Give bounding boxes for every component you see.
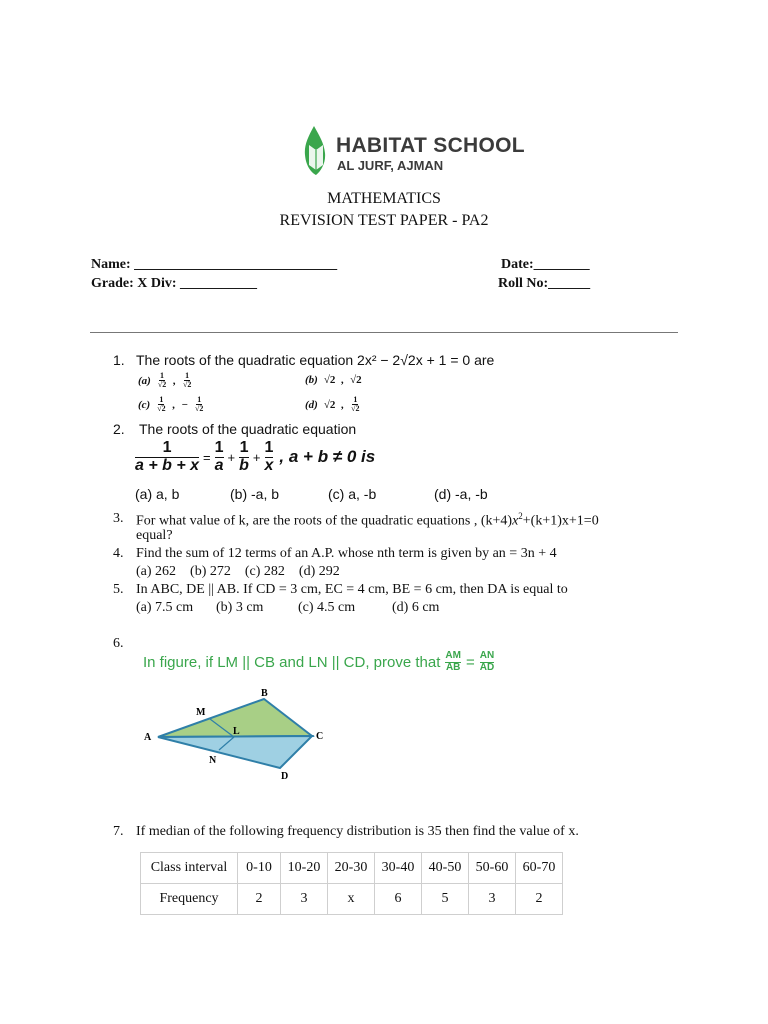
q2-option-a: (a) a, b (135, 486, 180, 502)
table-cell: 3 (281, 884, 328, 915)
table-cell: 20-30 (328, 853, 375, 884)
grade-field: Grade: X Div: ___________ (91, 276, 258, 291)
q1-option-a: (a) $\frac{1}{√2}$ , $\frac{1}{√2}$ (138, 371, 192, 389)
triangle-acd (158, 736, 312, 768)
q1-option-b: (b) √2 , √2 (305, 374, 362, 386)
question-1-text: The roots of the quadratic equation 2x² − 2√2x + 1 = 0 are (136, 352, 495, 368)
label-a: A (144, 732, 152, 743)
q2-option-b: (b) -a, b (230, 486, 280, 502)
question-number: 7. (113, 824, 124, 839)
q5-option-c: (c) 4.5 cm (298, 600, 356, 615)
q2-option-c: (c) a, -b (328, 486, 377, 502)
question-2-text: The roots of the quadratic equation (139, 421, 357, 437)
table-row (141, 884, 563, 915)
question-4-text: Find the sum of 12 terms of an A.P. whose nth term is given by an = 3n + 4 (136, 546, 557, 561)
q1-option-c: (c) $\frac{1}{√2}$ , − $\frac{1}{√2}$ (138, 395, 204, 413)
question-number: 1. (113, 352, 125, 368)
table-cell: 2 (238, 884, 281, 915)
label-c: C (316, 731, 324, 742)
q5-option-a: (a) 7.5 cm (136, 600, 194, 615)
question-number: 2. (113, 421, 125, 437)
frequency-table (140, 852, 563, 915)
question-7-text: If median of the following frequency distribution is 35 then find the value of x. (136, 824, 579, 839)
label-b: B (261, 688, 268, 699)
table-cell: 2 (516, 884, 563, 915)
table-cell: 60-70 (516, 853, 563, 884)
table-cell: 10-20 (281, 853, 328, 884)
label-l: L (233, 726, 240, 737)
table-cell: Class interval (141, 853, 238, 884)
school-location: AL JURF, AJMAN (337, 158, 444, 173)
table-cell: Frequency (141, 884, 238, 915)
header-divider (90, 332, 678, 333)
table-cell: 40-50 (422, 853, 469, 884)
q1-option-d: (d) √2 , $\frac{1}{√2}$ (305, 395, 360, 413)
label-m: M (196, 707, 206, 718)
q4-options: (a) 262 (b) 272 (c) 282 (d) 292 (136, 564, 340, 579)
label-d: D (281, 771, 289, 782)
paper-title: REVISION TEST PAPER - PA2 (279, 212, 489, 229)
table-cell: 30-40 (375, 853, 422, 884)
q2-equation: $\frac{1}{a + b + x}$ = $\frac{1}{a}$ + $\frac{1}{b}$ + $\frac{1}{x}$ , a + b ≠ 0 is (135, 439, 376, 474)
table-cell: x (328, 884, 375, 915)
name-field: Name: _____________________________ (91, 257, 338, 272)
question-number: 3. (113, 511, 124, 526)
question-6-heading: In figure, if LM || CB and LN || CD, prove that $\frac{AM}{AB}$ = $\frac{AN}{AD}$ (143, 650, 495, 673)
question-3-text-cont: equal? (136, 528, 173, 543)
question-number: 5. (113, 582, 124, 597)
table-cell: 3 (469, 884, 516, 915)
question-5-text: In ABC, DE || AB. If CD = 3 cm, EC = 4 cm, BE = 6 cm, then DA is equal to (136, 582, 568, 597)
q5-option-b: (b) 3 cm (216, 600, 264, 615)
table-cell: 5 (422, 884, 469, 915)
subject-title: MATHEMATICS (327, 190, 441, 207)
question-number: 6. (113, 636, 124, 651)
question-3-text: For what value of k, are the roots of the quadratic equations , $(k+4)x^2+(k+1)x+1=0$ (136, 511, 599, 529)
table-cell: 50-60 (469, 853, 516, 884)
table-row (141, 853, 563, 884)
table-cell: 6 (375, 884, 422, 915)
q2-option-d: (d) -a, -b (434, 486, 488, 502)
date-field: Date:________ (501, 257, 590, 272)
roll-field: Roll No:______ (498, 276, 591, 291)
label-n: N (209, 755, 217, 766)
question-number: 4. (113, 546, 124, 561)
table-cell: 0-10 (238, 853, 281, 884)
school-name: HABITAT SCHOOL (336, 134, 525, 157)
q6-figure (140, 682, 340, 782)
q5-option-d: (d) 6 cm (392, 600, 440, 615)
